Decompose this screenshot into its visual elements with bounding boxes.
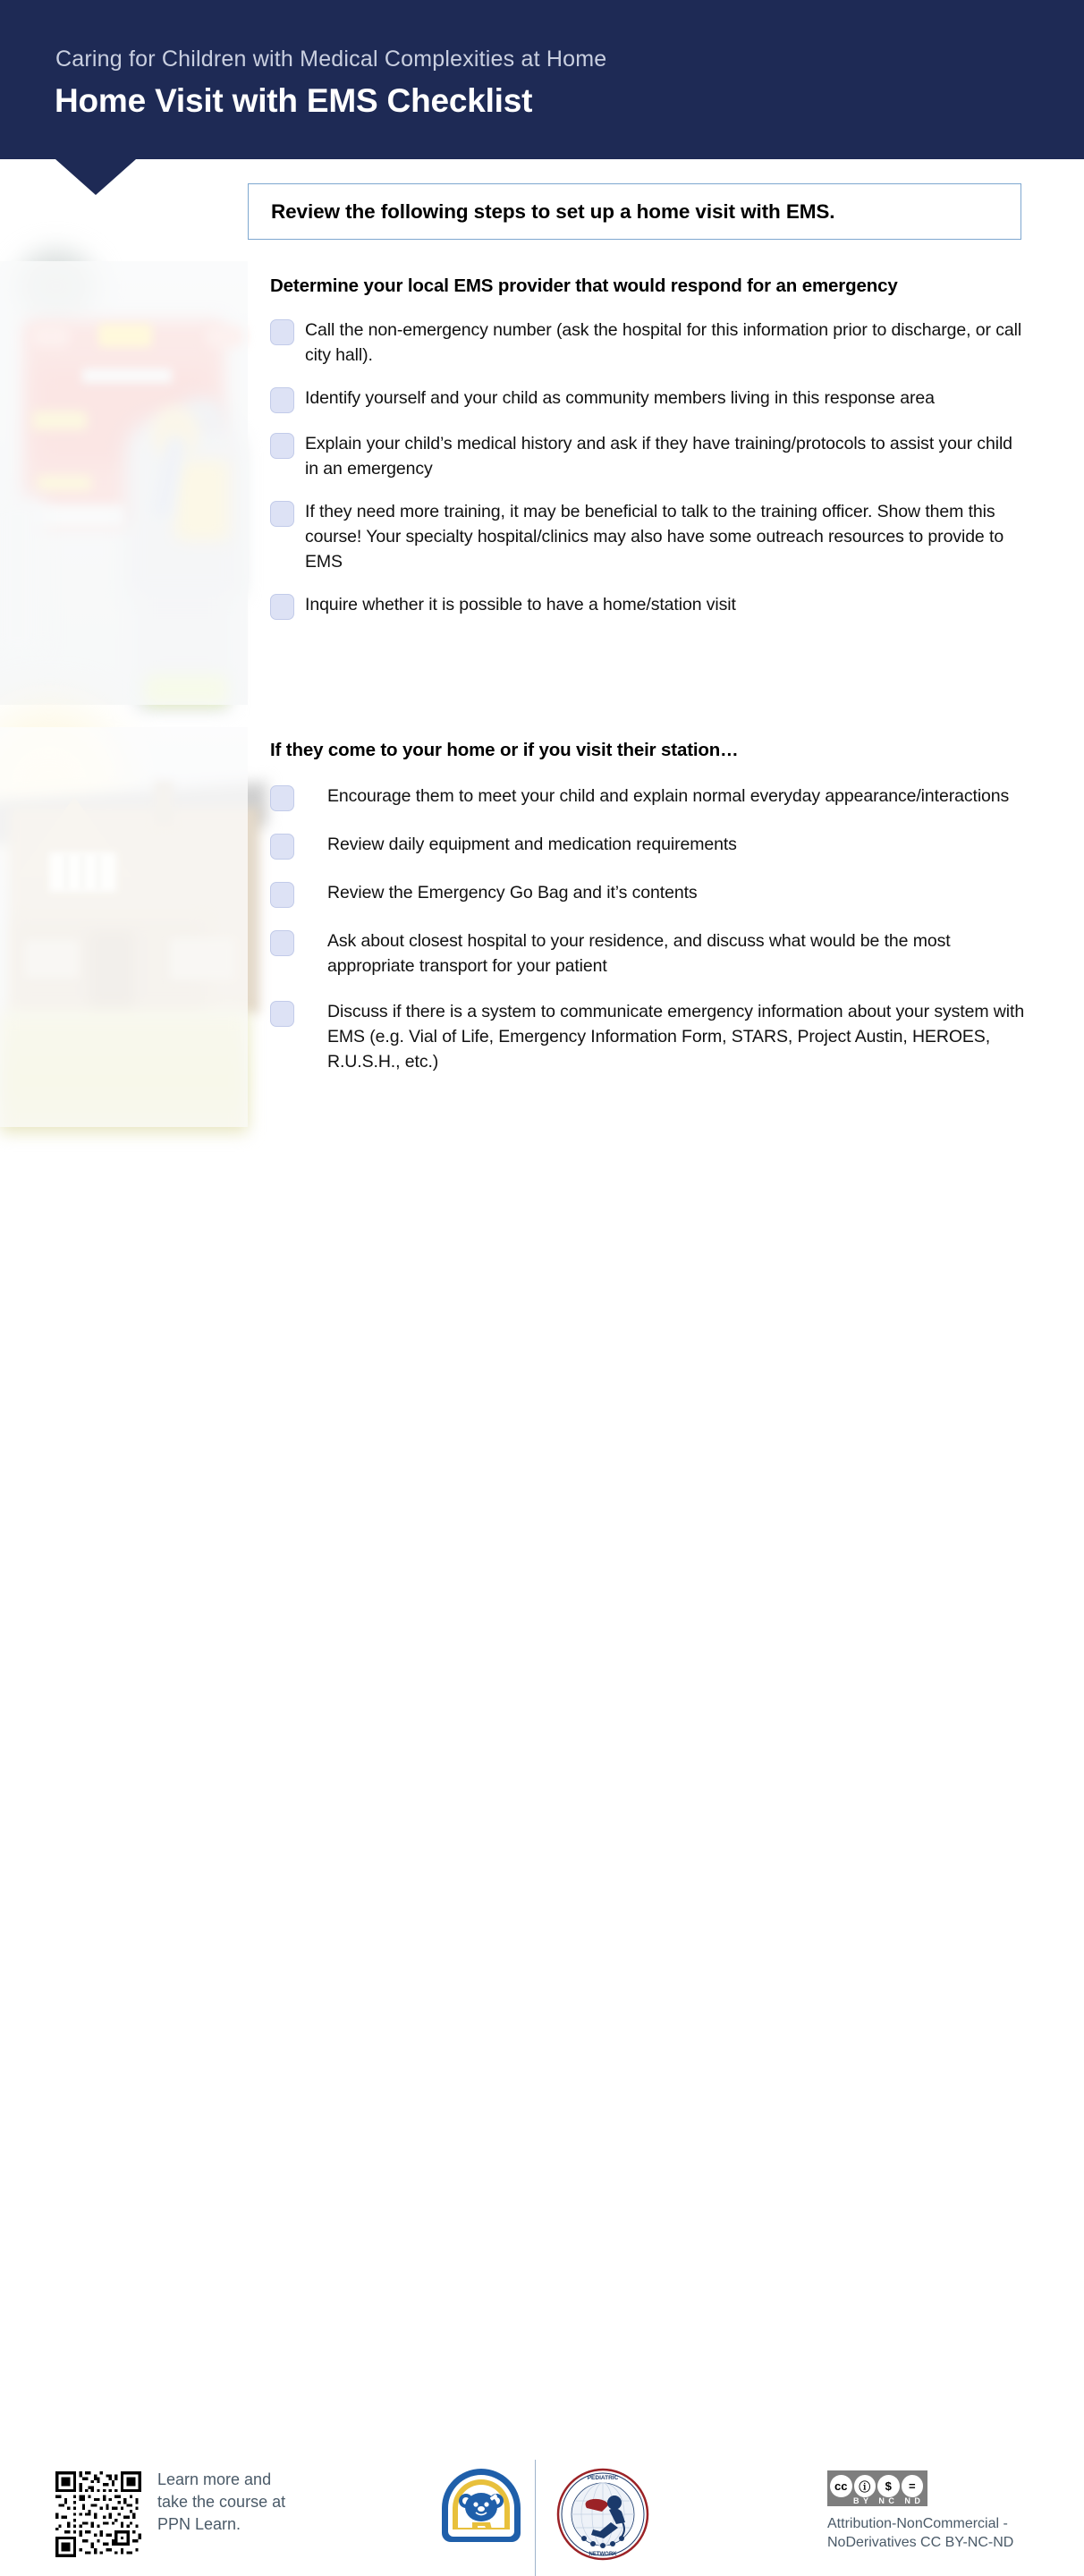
cc-mark-icon: cc <box>830 2475 852 2497</box>
cc-by-icon: ⓘ <box>854 2475 877 2497</box>
checklist-item[interactable] <box>270 832 1026 860</box>
checkbox-icon[interactable] <box>270 834 294 860</box>
checkbox-icon[interactable] <box>270 501 294 527</box>
emsc-logo <box>436 2467 526 2562</box>
checklist-item[interactable] <box>270 880 1026 908</box>
section-heading: Determine your local EMS provider that would respond for an emergency <box>270 275 898 296</box>
creative-commons-license <box>827 2470 1033 2552</box>
logo-divider <box>535 2460 536 2576</box>
checklist-item-label: Encourage them to meet your child and explain normal everyday appearance/interactions <box>327 786 1010 806</box>
qr-caption-text: Learn more and take the course at PPN Learn. <box>157 2470 286 2533</box>
checkbox-icon[interactable] <box>270 1001 294 1027</box>
checkbox-icon[interactable] <box>270 785 294 811</box>
cc-badge-icon <box>827 2470 927 2506</box>
checklist-item-label: Identify yourself and your child as community members living in this response area <box>305 388 935 408</box>
checkbox-icon[interactable] <box>270 387 294 413</box>
checklist-item[interactable] <box>270 784 1026 811</box>
checklist-item-label: Review the Emergency Go Bag and it’s contents <box>327 883 698 902</box>
page-title: Home Visit with EMS Checklist <box>55 82 533 119</box>
checklist-item[interactable] <box>270 592 1026 620</box>
header-notch-triangle <box>55 159 136 195</box>
checklist-item-label: Review daily equipment and medication requirements <box>327 835 737 854</box>
svg-text:PEDIATRIC: PEDIATRIC <box>587 2475 619 2481</box>
checklist-item-label: Ask about closest hospital to your residence, and discuss what would be the most appropriate transport for your patient <box>327 931 951 976</box>
checklist-item[interactable] <box>270 431 1026 481</box>
checklist-item[interactable] <box>270 928 1026 979</box>
section-heading: If they come to your home or if you visit their station… <box>270 740 739 760</box>
suburban-house-photo <box>0 727 248 1127</box>
checklist-item-label: Discuss if there is a system to communicate emergency information about your system with EMS (e.g. Vial of Life, Emergency Information Form, STARS, Project Austin, HEROES, R.U.S.H., etc.) <box>327 1002 1025 1072</box>
svg-text:NETWORK: NETWORK <box>589 2552 617 2557</box>
checklist-item-label: Explain your child’s medical history and ask if they have training/protocols to assist your child in an emergency <box>305 434 1012 479</box>
checklist-item-label: If they need more training, it may be beneficial to talk to the training officer. Show them this course! Your specialty hospital/clinics may also have some outreach resources to provide to EMS <box>305 502 1004 572</box>
checklist-item[interactable] <box>270 318 1026 368</box>
ambulance-paramedic-photo <box>0 261 248 705</box>
license-text: Attribution-NonCommercial -NoDerivatives CC BY-NC-ND <box>827 2516 1014 2550</box>
checklist-section-ems-provider <box>270 275 1026 638</box>
checklist-item[interactable] <box>270 499 1026 574</box>
cc-badge-labels: BY NC ND <box>853 2496 925 2505</box>
intro-callout-text: Review the following steps to set up a home visit with EMS. <box>271 199 835 223</box>
page-footer <box>0 1216 1084 2557</box>
ppn-logo <box>557 2469 648 2560</box>
checkbox-icon[interactable] <box>270 882 294 908</box>
cc-nc-icon: $ <box>877 2475 900 2497</box>
checklist-item-label: Call the non-emergency number (ask the hospital for this information prior to discharge, or call city hall). <box>305 320 1022 365</box>
checkbox-icon[interactable] <box>270 594 294 620</box>
header-eyebrow: Caring for Children with Medical Complexities at Home <box>55 47 607 72</box>
cc-nd-icon: = <box>902 2475 924 2497</box>
checklist-section-home-visit <box>270 740 1026 1095</box>
checklist-item[interactable] <box>270 999 1026 1074</box>
partner-logos <box>436 2460 660 2576</box>
qr-code-icon[interactable] <box>55 2471 141 2557</box>
checklist-item[interactable] <box>270 386 1026 413</box>
checkbox-icon[interactable] <box>270 433 294 459</box>
checkbox-icon[interactable] <box>270 930 294 956</box>
checklist-item-label: Inquire whether it is possible to have a home/station visit <box>305 595 736 614</box>
intro-callout-box <box>248 183 1021 240</box>
page-header <box>0 0 1084 159</box>
checkbox-icon[interactable] <box>270 319 294 345</box>
